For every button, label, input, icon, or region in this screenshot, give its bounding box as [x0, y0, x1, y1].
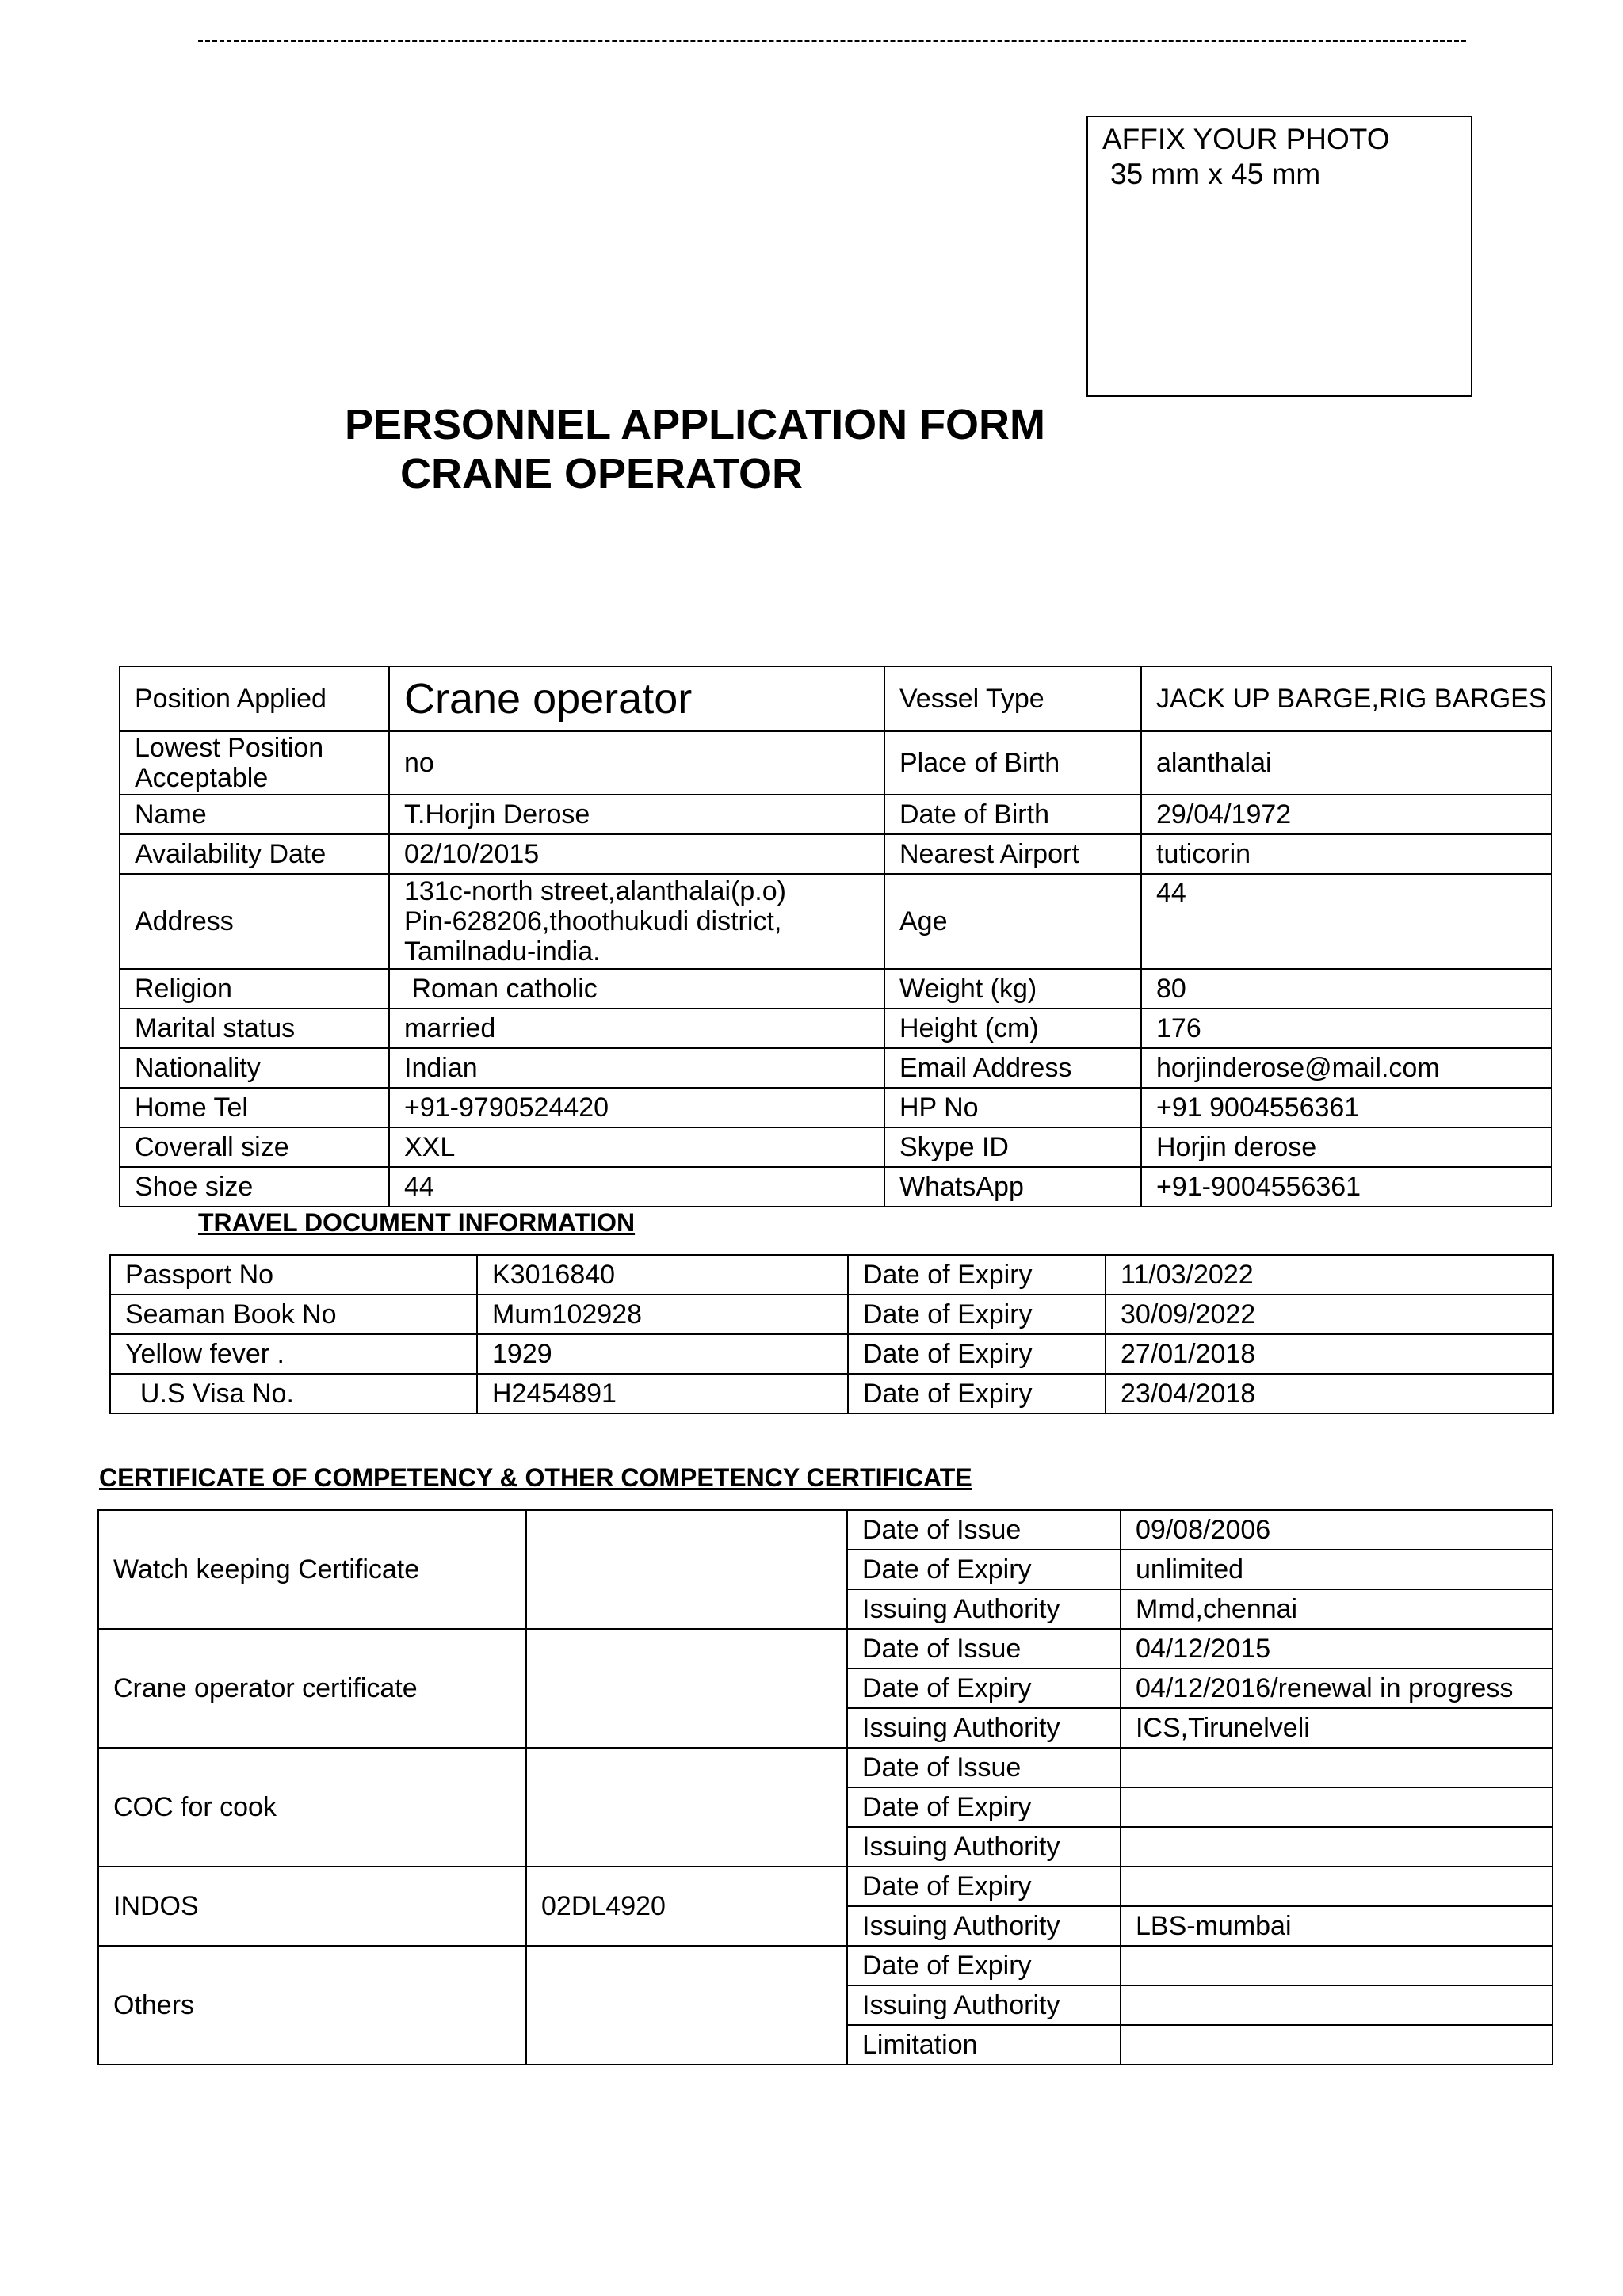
value-cell: Horjin derose	[1141, 1127, 1552, 1167]
value-cell: 02/10/2015	[389, 834, 884, 874]
form-subtitle: CRANE OPERATOR	[400, 450, 804, 498]
table-row	[120, 1048, 1552, 1088]
table-row	[110, 1255, 1553, 1295]
label-cell: Availability Date	[120, 834, 389, 874]
value-cell: +91 9004556361	[1141, 1088, 1552, 1127]
label-cell: Weight (kg)	[884, 969, 1141, 1009]
label-cell: Date of Issue	[847, 1629, 1121, 1669]
value-cell	[1121, 1946, 1552, 1985]
value-cell: +91-9790524420	[389, 1088, 884, 1127]
number-cell: Mum102928	[477, 1295, 848, 1334]
label-cell: Age	[884, 874, 1141, 969]
document-cell: Yellow fever .	[110, 1334, 477, 1374]
dashed-separator	[198, 40, 1466, 42]
certificate-name: Crane operator certificate	[98, 1629, 526, 1748]
certificate-name: Watch keeping Certificate	[98, 1510, 526, 1629]
value-cell: 80	[1141, 969, 1552, 1009]
label-cell: Home Tel	[120, 1088, 389, 1127]
table-row	[120, 1009, 1552, 1048]
number-cell: H2454891	[477, 1374, 848, 1413]
label-cell: Marital status	[120, 1009, 389, 1048]
value-cell: alanthalai	[1141, 731, 1552, 795]
label-cell: Date of Expiry	[848, 1374, 1106, 1413]
value-cell	[1121, 1787, 1552, 1827]
label-cell: Email Address	[884, 1048, 1141, 1088]
value-cell: horjinderose@mail.com	[1141, 1048, 1552, 1088]
address-line: 131c-north street,alanthalai(p.o)	[404, 876, 786, 906]
address-line: Pin-628206,thoothukudi district,	[404, 906, 782, 936]
photo-box-size: 35 mm x 45 mm	[1110, 158, 1321, 190]
label-cell: Limitation	[847, 2025, 1121, 2065]
label-cell: Coverall size	[120, 1127, 389, 1167]
label-cell: Date of Expiry	[847, 1867, 1121, 1906]
table-row	[98, 1748, 1552, 1787]
label-cell: Date of Expiry	[848, 1255, 1106, 1295]
label-cell: Date of Issue	[847, 1748, 1121, 1787]
photo-box-label: AFFIX YOUR PHOTO	[1102, 123, 1390, 155]
value-cell: JACK UP BARGE,RIG BARGES	[1141, 666, 1552, 731]
value-cell: 44	[389, 1167, 884, 1207]
value-cell: ICS,Tirunelveli	[1121, 1708, 1552, 1748]
label-cell: Address	[120, 874, 389, 969]
value-cell: LBS-mumbai	[1121, 1906, 1552, 1946]
label-cell: Height (cm)	[884, 1009, 1141, 1048]
travel-documents-table	[109, 1254, 1554, 1414]
label-cell: Position Applied	[120, 666, 389, 731]
label-cell: Date of Expiry	[848, 1334, 1106, 1374]
label-cell: Skype ID	[884, 1127, 1141, 1167]
value-cell: 09/08/2006	[1121, 1510, 1552, 1550]
certificate-number	[526, 1748, 847, 1867]
value-cell: XXL	[389, 1127, 884, 1167]
certificate-number	[526, 1946, 847, 2065]
certificates-table	[97, 1509, 1553, 2065]
label-cell: Vessel Type	[884, 666, 1141, 731]
label-cell: Name	[120, 795, 389, 834]
value-cell: +91-9004556361	[1141, 1167, 1552, 1207]
value-cell: 44	[1141, 874, 1552, 969]
certificate-name: Others	[98, 1946, 526, 2065]
document-cell: Passport No	[110, 1255, 477, 1295]
label-cell: Date of Issue	[847, 1510, 1121, 1550]
value-cell: 176	[1141, 1009, 1552, 1048]
document-cell: U.S Visa No.	[110, 1374, 477, 1413]
value-cell: Mmd,chennai	[1121, 1589, 1552, 1629]
table-row	[120, 731, 1552, 795]
label-cell: HP No	[884, 1088, 1141, 1127]
address-line: Tamilnadu-india.	[404, 936, 601, 967]
label-cell: Nationality	[120, 1048, 389, 1088]
date-cell: 30/09/2022	[1106, 1295, 1553, 1334]
photo-box	[1086, 116, 1472, 397]
value-cell: Indian	[389, 1048, 884, 1088]
label-cell: Shoe size	[120, 1167, 389, 1207]
value-cell: tuticorin	[1141, 834, 1552, 874]
form-title: PERSONNEL APPLICATION FORM	[345, 401, 1046, 448]
certificate-number	[526, 1510, 847, 1629]
table-row	[98, 1946, 1552, 1985]
address-cell	[389, 874, 884, 969]
label-cell: Date of Expiry	[847, 1669, 1121, 1708]
value-cell	[1121, 1748, 1552, 1787]
label-cell: Place of Birth	[884, 731, 1141, 795]
value-cell: T.Horjin Derose	[389, 795, 884, 834]
value-cell: unlimited	[1121, 1550, 1552, 1589]
label-cell: Date of Expiry	[847, 1550, 1121, 1589]
value-cell: 04/12/2015	[1121, 1629, 1552, 1669]
table-row	[120, 834, 1552, 874]
date-cell: 27/01/2018	[1106, 1334, 1553, 1374]
value-cell: 04/12/2016/renewal in progress	[1121, 1669, 1552, 1708]
table-row	[120, 1167, 1552, 1207]
label-cell: Nearest Airport	[884, 834, 1141, 874]
table-row	[110, 1334, 1553, 1374]
value-cell	[1121, 2025, 1552, 2065]
label-cell: Issuing Authority	[847, 1589, 1121, 1629]
table-row	[110, 1374, 1553, 1413]
value-cell	[1121, 1985, 1552, 2025]
certificate-name: COC for cook	[98, 1748, 526, 1867]
number-cell: K3016840	[477, 1255, 848, 1295]
certificate-number	[526, 1629, 847, 1748]
label-cell: Date of Expiry	[847, 1787, 1121, 1827]
personal-info-table	[119, 666, 1552, 1207]
value-cell	[1121, 1867, 1552, 1906]
value-cell: married	[389, 1009, 884, 1048]
label-cell: Issuing Authority	[847, 1985, 1121, 2025]
table-row	[98, 1629, 1552, 1669]
date-cell: 23/04/2018	[1106, 1374, 1553, 1413]
label-cell: Issuing Authority	[847, 1827, 1121, 1867]
label-cell: WhatsApp	[884, 1167, 1141, 1207]
value-cell	[1121, 1827, 1552, 1867]
value-cell: Roman catholic	[389, 969, 884, 1009]
table-row	[120, 874, 1552, 969]
table-row	[120, 969, 1552, 1009]
certificate-number: 02DL4920	[526, 1867, 847, 1946]
label-cell: Issuing Authority	[847, 1708, 1121, 1748]
document-cell: Seaman Book No	[110, 1295, 477, 1334]
certificate-name: INDOS	[98, 1867, 526, 1946]
value-cell: 29/04/1972	[1141, 795, 1552, 834]
table-row	[110, 1295, 1553, 1334]
certificates-section-heading: CERTIFICATE OF COMPETENCY & OTHER COMPETENCY CERTIFICATE	[99, 1463, 972, 1492]
table-row	[120, 666, 1552, 731]
travel-section-heading: TRAVEL DOCUMENT INFORMATION	[198, 1208, 636, 1237]
label-cell: Date of Expiry	[848, 1295, 1106, 1334]
label-cell: Lowest Position Acceptable	[120, 731, 389, 795]
number-cell: 1929	[477, 1334, 848, 1374]
value-cell: Crane operator	[389, 666, 884, 731]
label-cell: Issuing Authority	[847, 1906, 1121, 1946]
table-row	[120, 1127, 1552, 1167]
label-cell: Date of Expiry	[847, 1946, 1121, 1985]
table-row	[98, 1510, 1552, 1550]
table-row	[120, 795, 1552, 834]
label-cell: Religion	[120, 969, 389, 1009]
date-cell: 11/03/2022	[1106, 1255, 1553, 1295]
label-cell: Date of Birth	[884, 795, 1141, 834]
value-cell: no	[389, 731, 884, 795]
table-row	[120, 1088, 1552, 1127]
table-row	[98, 1867, 1552, 1906]
